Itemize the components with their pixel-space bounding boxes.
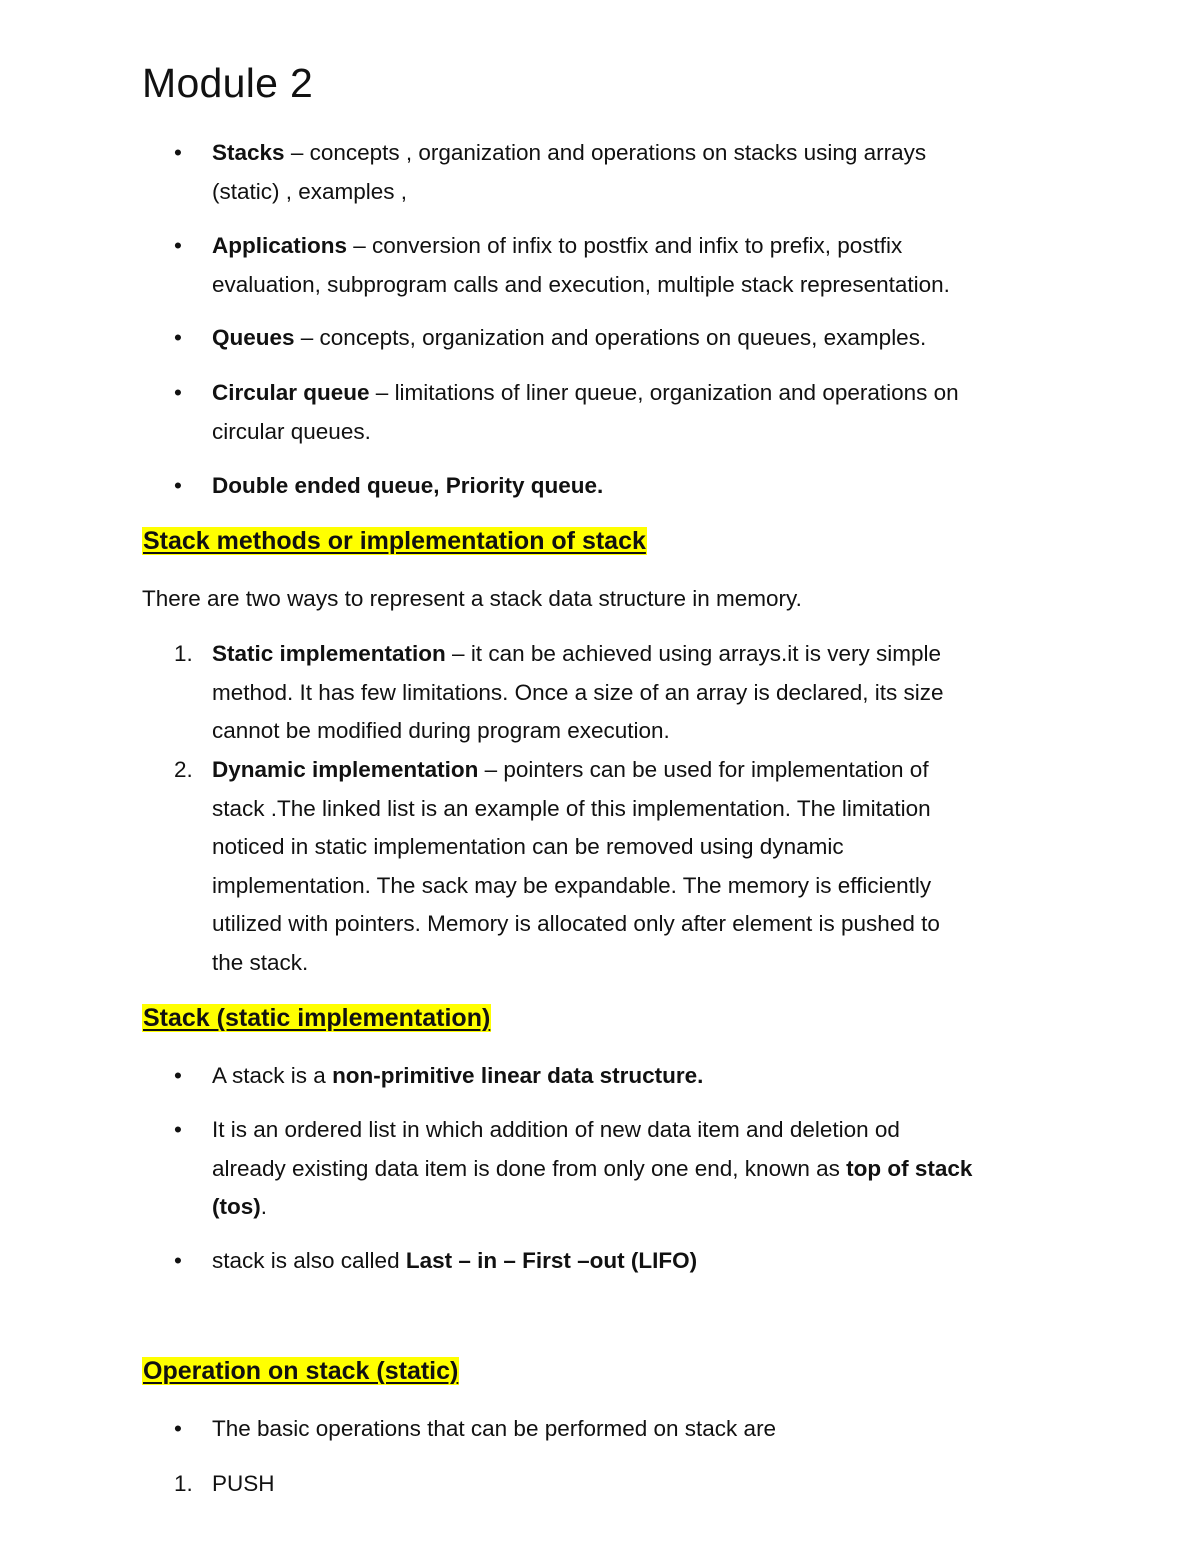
topic-item-queues bbox=[174, 319, 1092, 358]
bullet-bold-text: Last – in – First –out (LIFO) bbox=[405, 1248, 698, 1273]
bullet-text: stack is also called bbox=[212, 1248, 406, 1273]
bullet-icon: • bbox=[174, 1063, 182, 1088]
bullet-icon: • bbox=[174, 1248, 182, 1273]
topic-item-circular-queue bbox=[174, 374, 1092, 451]
topic-label: Double ended queue, Priority queue. bbox=[212, 473, 604, 498]
bullet-icon: • bbox=[174, 325, 182, 350]
topic-text: (static) , examples , bbox=[212, 178, 408, 204]
bullet-icon: • bbox=[174, 1117, 182, 1142]
topic-label: Applications bbox=[212, 233, 348, 258]
topic-label: Queues bbox=[212, 325, 295, 350]
item-number: 1. bbox=[174, 1471, 193, 1496]
item-text: implementation. The sack may be expandable. The memory is efficiently bbox=[212, 872, 932, 898]
bullet-icon: • bbox=[174, 140, 182, 165]
section-heading-operations bbox=[142, 1354, 459, 1388]
item-text: noticed in static implementation can be removed using dynamic bbox=[212, 834, 844, 859]
heading-highlight: Stack (static implementation) bbox=[143, 1004, 491, 1032]
item-text: the stack. bbox=[212, 949, 309, 975]
bullet-text: A stack is a bbox=[212, 1063, 333, 1088]
bullet-icon: • bbox=[174, 473, 182, 498]
bullet-icon: • bbox=[174, 380, 182, 405]
topic-text: – limitations of liner queue, organization and operations on bbox=[369, 380, 959, 405]
topic-item-applications bbox=[174, 227, 1092, 304]
topic-text: evaluation, subprogram calls and execution, multiple stack representation. bbox=[212, 271, 950, 297]
topic-text: – conversion of infix to postfix and infix to prefix, postfix bbox=[347, 233, 903, 258]
bullet-icon: • bbox=[174, 1416, 182, 1441]
numbered-item-dynamic bbox=[174, 751, 1092, 982]
heading-highlight: Stack methods or implementation of stack bbox=[143, 527, 646, 555]
bullet-item-basic-operations bbox=[174, 1410, 1092, 1449]
topic-text: – concepts , organization and operations on stacks using arrays bbox=[284, 140, 927, 165]
bullet-item-definition bbox=[174, 1057, 1092, 1096]
bullet-bold-text: non-primitive linear data structure. bbox=[332, 1063, 704, 1088]
item-text: cannot be modified during program execution. bbox=[212, 718, 670, 743]
item-text: – it can be achieved using arrays.it is very simple bbox=[445, 641, 942, 666]
bullet-bold-text: (tos) bbox=[212, 1194, 261, 1219]
bullet-bold-text: top of stack bbox=[846, 1155, 973, 1181]
item-text: – pointers can be used for implementation of bbox=[478, 757, 929, 782]
section-intro: There are two ways to represent a stack data structure in memory. bbox=[142, 586, 802, 611]
bullet-text: . bbox=[260, 1194, 268, 1219]
bullet-text: The basic operations that can be performed on stack are bbox=[212, 1416, 777, 1441]
item-number: 1. bbox=[174, 641, 193, 666]
bullet-text: It is an ordered list in which addition of new data item and deletion od bbox=[212, 1117, 900, 1142]
bullet-text: already existing data item is done from only one end, known as bbox=[212, 1155, 847, 1181]
page-title: Module 2 bbox=[142, 60, 314, 106]
topic-item-deque bbox=[174, 467, 1092, 506]
topic-text: circular queues. bbox=[212, 418, 371, 444]
numbered-item-push bbox=[174, 1465, 1092, 1504]
bullet-item-lifo bbox=[174, 1242, 1092, 1281]
item-label: Static implementation bbox=[212, 641, 446, 666]
heading-highlight: Operation on stack (static) bbox=[143, 1357, 459, 1385]
item-text: method. It has few limitations. Once a size of an array is declared, its size bbox=[212, 679, 944, 705]
numbered-item-static bbox=[174, 635, 1092, 751]
topic-item-stacks bbox=[174, 134, 1092, 211]
item-text: utilized with pointers. Memory is allocated only after element is pushed to bbox=[212, 911, 940, 936]
topic-text: – concepts, organization and operations on queues, examples. bbox=[294, 325, 927, 350]
bullet-item-ordered-list bbox=[174, 1111, 1092, 1227]
bullet-icon: • bbox=[174, 233, 182, 258]
item-text: stack .The linked list is an example of this implementation. The limitation bbox=[212, 795, 931, 821]
item-label: Dynamic implementation bbox=[212, 757, 479, 782]
item-number: 2. bbox=[174, 757, 193, 782]
item-text: PUSH bbox=[212, 1471, 275, 1496]
section-heading-static-stack bbox=[142, 1001, 491, 1035]
topic-label: Stacks bbox=[212, 140, 285, 165]
section-heading-stack-methods bbox=[142, 524, 647, 558]
topic-label: Circular queue bbox=[212, 380, 370, 405]
